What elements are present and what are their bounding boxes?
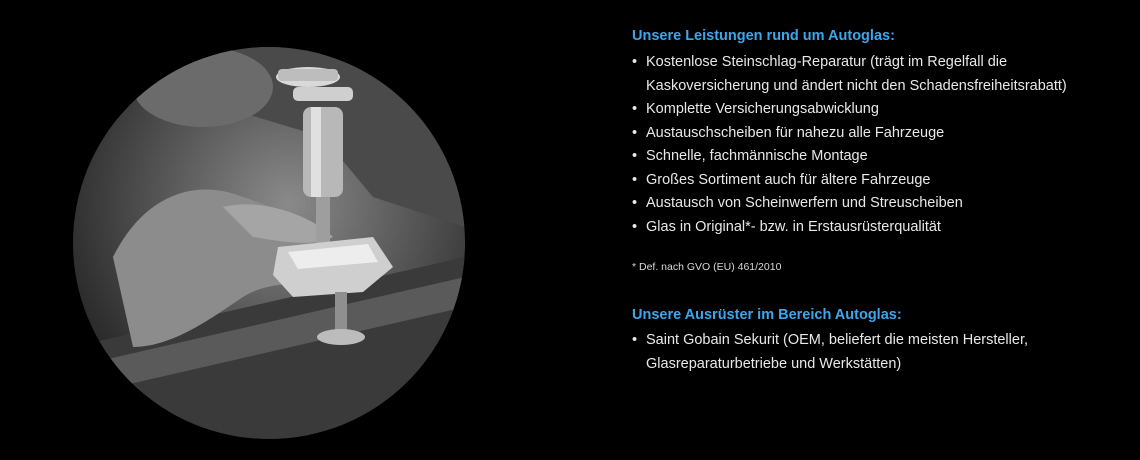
list-item (632, 98, 1122, 122)
bullet-icon: • (632, 54, 638, 70)
list-item (632, 122, 1122, 146)
suppliers-section (632, 306, 1122, 376)
bullet-icon: • (632, 124, 638, 141)
list-item (632, 329, 1122, 376)
service-item-text: Austauschscheiben für nahezu alle Fahrzeuge (646, 124, 945, 141)
bullet-icon: • (632, 332, 638, 348)
services-section (632, 27, 1122, 274)
bullet-icon: • (632, 195, 638, 211)
services-list (632, 51, 1122, 239)
repair-tool-illustration (73, 47, 465, 439)
services-panel (632, 27, 1122, 376)
suppliers-list (632, 329, 1122, 376)
service-item-text: Schnelle, fachmännische Montage (646, 148, 868, 164)
bullet-icon: • (632, 171, 638, 188)
supplier-item-text: Saint Gobain Sekurit (OEM, beliefert die meisten Hersteller, Glasreparaturbetriebe und Werkstätten) (646, 332, 1028, 372)
service-item-text: Kostenlose Steinschlag-Reparatur (trägt im Regelfall die Kaskoversicherung und ändert nicht den Schadensfreiheitsrabatt) (646, 54, 1067, 94)
bullet-icon: • (632, 101, 638, 117)
service-item-text: Großes Sortiment auch für ältere Fahrzeuge (646, 171, 931, 188)
list-item (632, 51, 1122, 98)
service-item-text: Komplette Versicherungsabwicklung (646, 101, 879, 117)
list-item (632, 169, 1122, 193)
bullet-icon: • (632, 148, 638, 164)
service-item-text: Glas in Original*- bzw. in Erstausrüsterqualität (646, 218, 941, 235)
services-heading: Unsere Leistungen rund um Autoglas: (632, 28, 895, 44)
list-item (632, 216, 1122, 240)
footnote: * Def. nach GVO (EU) 461/2010 (632, 261, 782, 273)
list-item (632, 145, 1122, 169)
list-item (632, 192, 1122, 216)
windshield-repair-photo (73, 47, 465, 439)
service-item-text: Austausch von Scheinwerfern und Streuscheiben (646, 195, 963, 211)
bullet-icon: • (632, 218, 638, 235)
suppliers-heading: Unsere Ausrüster im Bereich Autoglas: (632, 307, 902, 323)
